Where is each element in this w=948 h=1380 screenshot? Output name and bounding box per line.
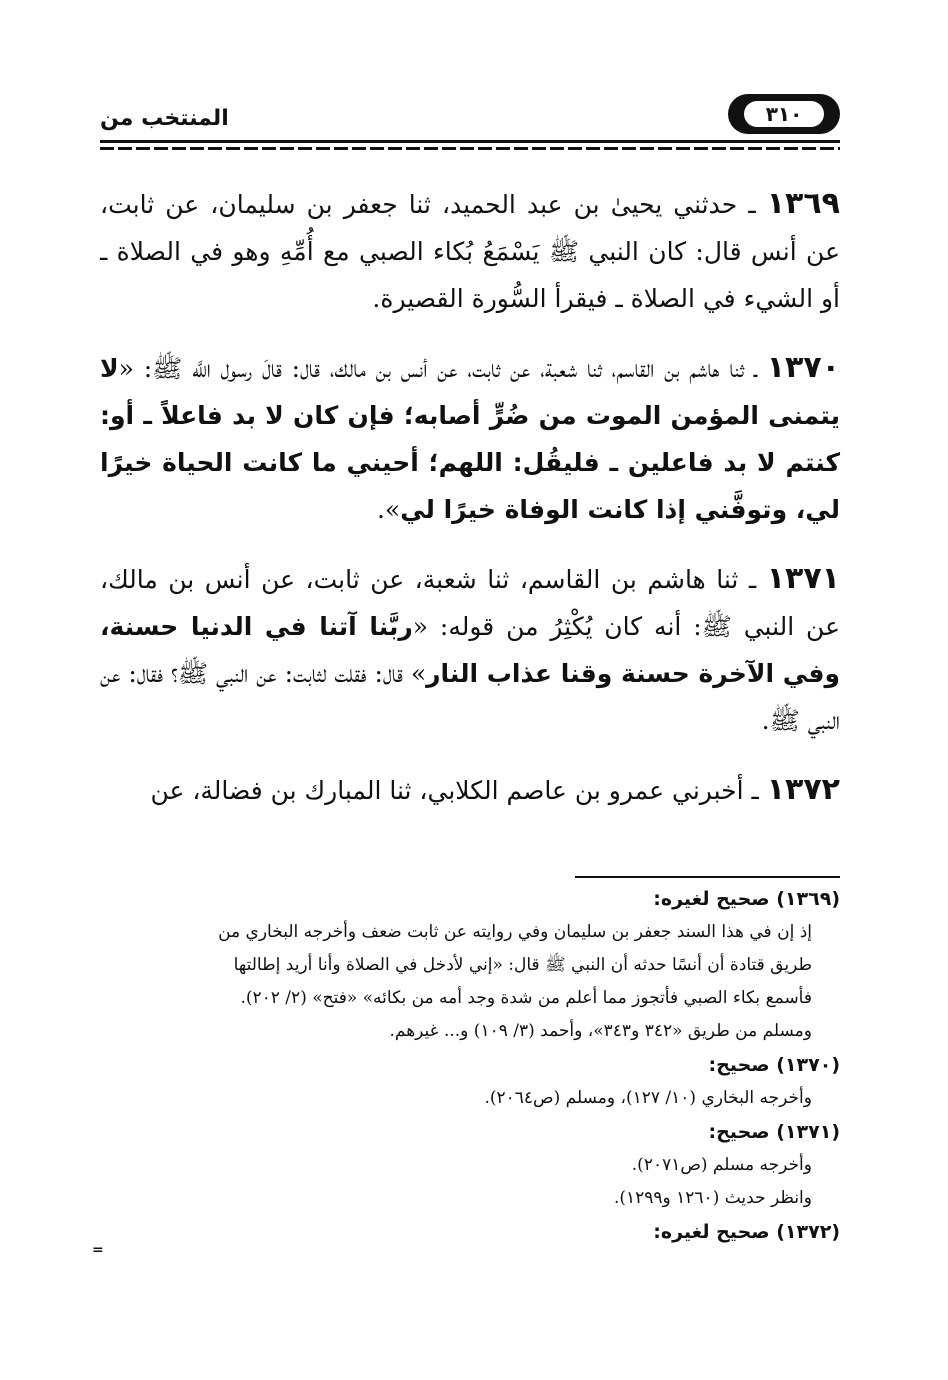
hadith-text-end: ». xyxy=(376,495,401,524)
hadith-1369 xyxy=(100,180,840,322)
hadith-number: ١٣٦٩ xyxy=(766,186,840,221)
hadith-quote: لا يتمنى المؤمن الموت من ضُرٍّ أصابه؛ فإن كان لا بد فاعلاً ـ أو: كنتم لا بد فاعلين ـ فليقُل: اللهم؛ أحيني ما كانت الحياة خيرًا لي، وتوفَّني إذا كانت الوفاة خيرًا لي xyxy=(100,354,840,524)
footnote-line: إذ إن في هذا السند جعفر بن سليمان وفي روايته عن ثابت ضعف وأخرجه البخاري من xyxy=(218,922,812,942)
hadith-text: ـ ثنا هاشم بن القاسم، ثنا شعبة، عن ثابت، عن أنس بن مالك، عن النبي ﷺ: أنه كان يُكْثِرُ من قوله: « xyxy=(100,565,840,641)
hadith-1370 xyxy=(100,344,840,533)
footnote-1372 xyxy=(100,1215,840,1249)
footnote-line: وانظر حديث (١٢٦٠ و١٢٩٩). xyxy=(613,1188,812,1208)
hadith-number: ١٣٧٢ xyxy=(766,772,840,807)
footnote-heading: (١٣٧٢) صحيح لغيره: xyxy=(653,1221,840,1243)
hadith-text: ـ حدثني يحيىٰ بن عبد الحميد، ثنا جعفر بن سليمان، عن ثابت، عن أنس قال: كان النبي ﷺ يَسْمَعُ بُكاء الصبي مع أُمِّهِ وهو في الصلاة ـ أو الشيء في الصلاة ـ فيقرأ السُّورة القصيرة. xyxy=(100,190,840,313)
hadith-number: ١٣٧٠ xyxy=(766,350,840,385)
hadith-number: ١٣٧١ xyxy=(766,561,840,596)
hadith-text: ـ ثنا هاشم بن القاسم، ثنا شعبة، عن ثابت، عن أنس بن مالك، قال: قالَ رسول اللَّه ﷺ: « xyxy=(118,354,757,383)
footnotes xyxy=(100,882,840,1249)
hadith-1371 xyxy=(100,555,840,744)
margin-mark: = xyxy=(92,1242,104,1258)
footnote-line: وأخرجه مسلم (ص٢٠٧١). xyxy=(631,1155,812,1175)
hadith-text-end: » قال: فقلت لثابت: عن النبي ﷺ؟ فقال: عن النبي ﷺ. xyxy=(100,659,840,735)
book-title: المنتخب من xyxy=(100,106,229,131)
footnote-divider xyxy=(575,876,840,878)
page-number: ٣١٠ xyxy=(744,101,824,127)
hadith-text: ـ أخبرني عمرو بن عاصم الكلابي، ثنا المبارك بن فضالة، عن xyxy=(150,776,759,805)
page-header xyxy=(100,92,840,142)
main-text xyxy=(100,180,840,836)
footnote-1369 xyxy=(100,882,840,1048)
footnote-1370 xyxy=(100,1048,840,1115)
footnote-heading: (١٣٧١) صحيح: xyxy=(708,1121,840,1143)
footnote-1371 xyxy=(100,1115,840,1215)
page-number-badge xyxy=(728,94,840,134)
footnote-line: وأخرجه البخاري (١٠/ ١٢٧)، ومسلم (ص٢٠٦٤). xyxy=(484,1088,812,1108)
footnote-line: طريق قتادة أن أنسًا حدثه أن النبي ﷺ قال: «إني لأدخل في الصلاة وأنا أريد إطالتها xyxy=(233,955,812,975)
header-divider xyxy=(100,140,840,153)
footnote-line: ومسلم من طريق «٣٤٢ و٣٤٣»، وأحمد (٣/ ١٠٩) و... غيرهم. xyxy=(389,1021,812,1041)
footnote-line: فأسمع بكاء الصبي فأتجوز مما أعلم من شدة وجد أمه من بكائه» «فتح» (٢/ ٢٠٢). xyxy=(240,988,812,1008)
footnote-heading: (١٣٧٠) صحيح: xyxy=(708,1054,840,1076)
hadith-1372 xyxy=(100,766,840,814)
footnote-heading: (١٣٦٩) صحيح لغيره: xyxy=(653,888,840,910)
hadith-quote: ربَّنا آتنا في الدنيا حسنة، وفي الآخرة حسنة وقنا عذاب النار xyxy=(100,612,840,688)
